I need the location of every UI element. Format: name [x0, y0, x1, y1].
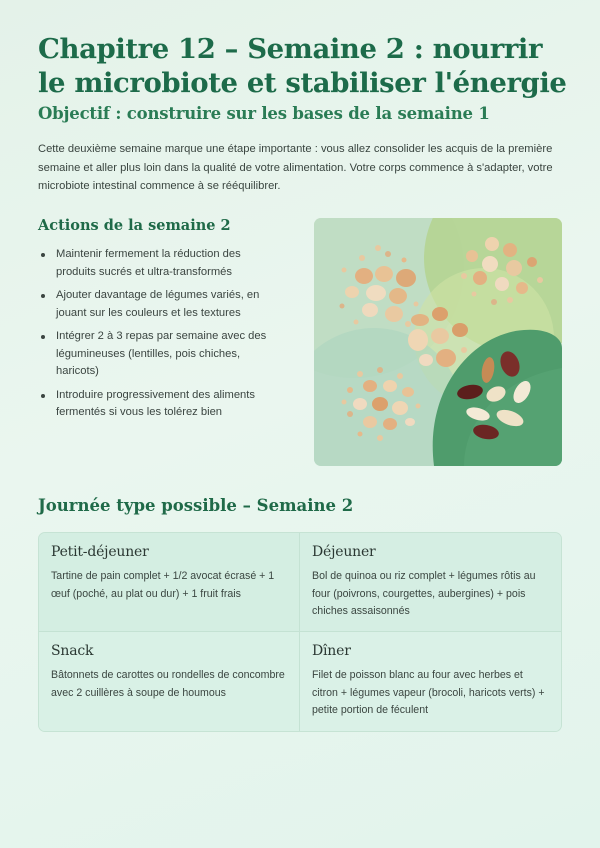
- journee-heading: Journée type possible – Semaine 2: [38, 496, 354, 515]
- meal-description: Bâtonnets de carottes ou rondelles de concombre avec 2 cuillères à soupe de houmous: [51, 669, 285, 699]
- action-item: Introduire progressivement des aliments fermentés si vous les tolérez bien: [38, 387, 278, 422]
- legumes-illustration: [314, 218, 562, 466]
- actions-list: [38, 246, 278, 428]
- meal-grid: [38, 532, 562, 732]
- meal-name: Snack: [51, 643, 94, 659]
- meal-card-petit-dejeuner: [39, 533, 300, 632]
- meal-card-diner: [300, 632, 561, 731]
- page-title: Chapitre 12 – Semaine 2 : nourrir le microbiote et stabiliser l'énergie: [38, 33, 567, 99]
- meal-name: Petit-déjeuner: [51, 544, 149, 560]
- actions-heading: Actions de la semaine 2: [38, 217, 231, 234]
- meal-description: Filet de poisson blanc au four avec herbes et citron + légumes vapeur (brocoli, haricots verts) + petite portion de féculent: [312, 669, 545, 716]
- action-item: Intégrer 2 à 3 repas par semaine avec des légumineuses (lentilles, pois chiches, haricots): [38, 328, 278, 381]
- meal-description: Bol de quinoa ou riz complet + légumes rôtis au four (poivrons, courgettes, aubergines) + pois chiches assaisonnés: [312, 570, 536, 617]
- action-item: Ajouter davantage de légumes variés, en jouant sur les couleurs et les textures: [38, 287, 278, 322]
- meal-name: Déjeuner: [312, 544, 376, 560]
- meal-name: Dîner: [312, 643, 351, 659]
- meal-card-dejeuner: [300, 533, 561, 632]
- intro-paragraph: Cette deuxième semaine marque une étape importante : vous allez consolider les acquis de la première semaine et aller plus loin dans la qualité de votre alimentation. Votre corps commence à s'adapter, votre microbiote intestinal commence à se rééquilibrer.: [38, 143, 553, 192]
- action-item: Maintenir fermement la réduction des produits sucrés et ultra-transformés: [38, 246, 278, 281]
- legumes-illustration-svg: [314, 218, 562, 466]
- page-subtitle: Objectif : construire sur les bases de la semaine 1: [38, 104, 490, 123]
- meal-description: Tartine de pain complet + 1/2 avocat écrasé + 1 œuf (poché, au plat ou dur) + 1 fruit frais: [51, 570, 275, 600]
- meal-card-snack: [39, 632, 300, 731]
